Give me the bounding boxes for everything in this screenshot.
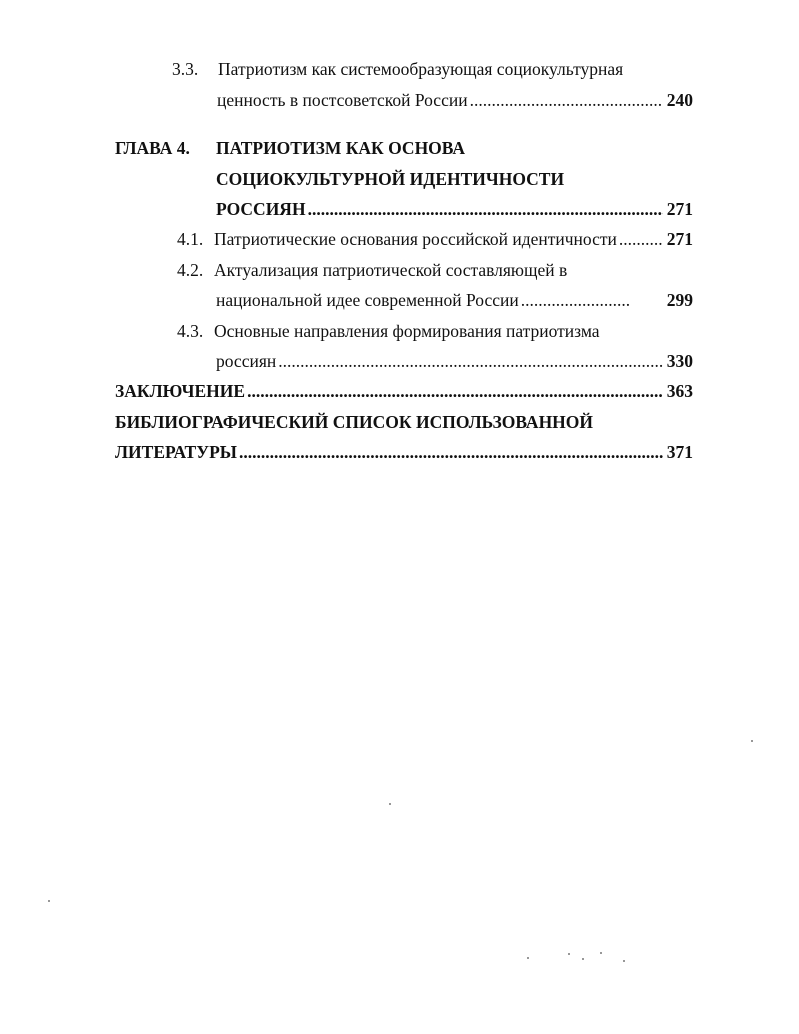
scan-speck	[751, 740, 753, 742]
toc-chapter-4-page: 271	[666, 199, 693, 219]
toc-4-3-page: 330	[666, 351, 693, 371]
toc-4-1-page: 271	[666, 229, 693, 249]
toc-4-3-title-line1: Основные направления формирования патриотизма	[214, 321, 600, 341]
scan-speck	[568, 953, 570, 955]
leader-dots	[308, 198, 663, 220]
toc-3-3-page: 240	[666, 90, 693, 110]
toc-4-1-title: Патриотические основания российской идентичности	[214, 229, 617, 249]
scan-speck	[527, 957, 529, 959]
toc-chapter-4-title-line2: СОЦИОКУЛЬТУРНОЙ ИДЕНТИЧНОСТИ	[216, 169, 565, 189]
scan-speck	[389, 803, 391, 805]
toc-conclusion-title: ЗАКЛЮЧЕНИЕ	[115, 381, 246, 401]
toc-bibliography-page: 371	[666, 442, 693, 462]
leader-dots	[619, 228, 663, 250]
toc-4-1-number: 4.1.	[177, 229, 204, 249]
leader-dots	[470, 89, 663, 111]
toc-4-2-title-line2: национальной идее современной России	[216, 290, 519, 310]
scan-speck	[48, 900, 50, 902]
toc-bibliography-line2: ЛИТЕРАТУРЫ	[115, 442, 237, 462]
leader-dots	[521, 289, 631, 311]
leader-dots	[278, 350, 662, 372]
scan-speck	[582, 958, 584, 960]
leader-dots	[247, 380, 663, 402]
toc-entry-chapter-4	[216, 198, 693, 220]
toc-entry-4-2	[216, 289, 693, 311]
toc-3-3-title-line2: ценность в постсоветской России	[217, 90, 468, 110]
toc-chapter-4-label: ГЛАВА 4.	[115, 138, 190, 158]
toc-4-3-number: 4.3.	[177, 321, 204, 341]
toc-3-3-title-line1: Патриотизм как системообразующая социокультурная	[218, 59, 624, 79]
leader-dots	[239, 441, 663, 463]
toc-chapter-4-title-line1: ПАТРИОТИЗМ КАК ОСНОВА	[216, 138, 465, 158]
toc-chapter-4-title-line3: РОССИЯН	[216, 199, 306, 219]
toc-entry-3-3	[217, 89, 693, 111]
scan-speck	[600, 952, 602, 954]
toc-4-2-title-line1: Актуализация патриотической составляющей в	[214, 260, 568, 280]
toc-entry-4-1	[214, 228, 693, 250]
toc-bibliography-line1: БИБЛИОГРАФИЧЕСКИЙ СПИСОК ИСПОЛЬЗОВАННОЙ	[115, 412, 594, 432]
toc-4-2-number: 4.2.	[177, 260, 204, 280]
toc-entry-bibliography	[115, 441, 693, 463]
toc-entry-conclusion	[115, 380, 693, 402]
toc-conclusion-page: 363	[666, 381, 693, 401]
toc-3-3-number: 3.3.	[172, 59, 199, 79]
toc-4-3-title-line2: россиян	[216, 351, 277, 371]
toc-4-2-page: 299	[666, 290, 693, 310]
toc-entry-4-3	[216, 350, 693, 372]
scan-speck	[623, 960, 625, 962]
